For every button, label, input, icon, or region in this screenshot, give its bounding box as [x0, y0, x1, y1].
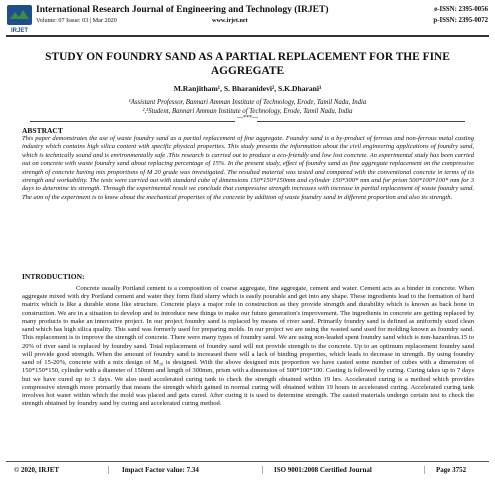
footer-rule: [6, 461, 489, 462]
introduction-paragraph: Concrete usually Portland cement is a composition of coarse aggregate, fine aggregate, cement and water. Cement acts as a binder in concrete. When aggregate mixed with dry Portland cement and water they form fluid slurry which is easily pourable and get into any shape. These ingredients lead to the formation of hard matrix which is like a durable stone like structure. Concrete plays a major role in construction as they provide strength and durability which is known as back bone in construction. We are in a situation to develop and to introduce new things to make our future generation's improvement. The ingredients in concrete are getting replaced by many products to make an innovative project. In our project foundry sand is replaced by means of river sand. Primarily foundry sand is defined as uniformly sized clean sand which has high silica quality. This sand was formerly used for preparing molds. In our project we are using the wasted sand used for molding known as foundry sand. This replacement is to improve the strength of concrete. There were many types of foundry sand. We are using non-leaded spent foundry sand which is non-hazardous.15 to 20% of river sand is replaced by foundry sand. Total replacement of foundry sand will not provide strength to the concrete. Up to an optimum replacement foundry sand will provide good strength. When the amount of foundry sand is increased there will a lack of binding properties, which leads to decrease in strength. By using foundry sand of 15-20%, concrete with a mix design of M₂₀ is designed. With the above designed mix proportion we have casted some number of cubes with a dimension of 150*150*150, cylinder with a diameter of 150mm and length of 300mm, prism with a dimension of 500*100*100. Casting is followed by curing. Curing takes up to 7 days but we have cured up to 3 days. We also used accelerated curing tank to check the strength obtained within 19 hrs. Accelerated curing is a method which provides compressive strength more primarily that means the strength which gained in normal curing will obtained within 19 hours in accelerated curing. Accelerated curing tank involves hot water within which the mold was placed and gets cured. After curing it is used to determine strength. The casted materials undergo certain test to check the strength obtained by foundry sand by curing and accelerated curing method.: [22, 285, 474, 408]
paper-title: [14, 51, 481, 78]
section-separator: [30, 115, 465, 124]
affiliation-1: ¹Assistant Professor, Bannari Amman Institute of Technology, Erode, Tamil Nadu, India: [128, 99, 367, 106]
abstract-text: This paper demonstrates the use of waste foundry sand as a partial replacement of fine aggregate. Foundry sand is a by-product of ferrous and non-ferrous metal casting industry which contains high silica content with specific physical properties. This study presents the information about the civil engineering applications of foundry sand, which is technically sound and is environmentally safe .This research is carried out to produce a eco-friendly and low lost concrete. An experimental study has been carried out on concrete with waste foundry sand about replacing percentage of 15%. In the present study, effect of foundry sand as fine aggregate replacement on the compressive strength of concrete having mix proportions of M 20 grade was investigated. The resulted material was tested and compared with the conventional concrete in terms of its strength and workability. The tests were carried out with standard cube of dimensions 150*150*150mm and cylinder 150*300* mm and for prism 500*100*100* mm for 3 days to determine its strength. Through the experimental result we conclude that compressive strength increases with increase in partial replacement of waste foundry sand. The aim of the experiment is to know about the mechanical properties of the concrete by addition of waste foundry sand in different proportion and also its strength.: [22, 135, 474, 201]
journal-volume: Volume: 07 Issue: 03 | Mar 2020: [36, 17, 117, 24]
paper-title-line-2: AGGREGATE: [210, 64, 285, 77]
separator-stars: ---***---: [237, 115, 258, 121]
separator-rule-right: [257, 121, 465, 122]
separator-rule-left: [30, 121, 235, 122]
affiliation-2: ²,³Student, Bannari Amman Institute of Technology, Erode, Tamil Nadu, India: [142, 108, 353, 115]
footer-iso: ISO 9001:2008 Certified Journal: [274, 466, 372, 474]
footer-page-number: Page 3752: [436, 466, 467, 474]
footer-separator: |: [424, 465, 426, 474]
journal-url[interactable]: www.irjet.net: [212, 17, 248, 24]
footer-separator: |: [262, 465, 264, 474]
footer-separator: |: [108, 465, 110, 474]
journal-title: International Research Journal of Engineering and Technology (IRJET): [36, 5, 329, 15]
introduction-heading: INTRODUCTION:: [22, 272, 85, 281]
paper-title-line-1: STUDY ON FOUNDRY SAND AS A PARTIAL REPLACEMENT FOR THE FINE: [45, 51, 450, 63]
abstract-heading: ABSTRACT: [22, 126, 63, 135]
eissn: e-ISSN: 2395-0056: [434, 6, 488, 13]
footer-impact-factor: Impact Factor value: 7.34: [122, 466, 199, 474]
svg-text:IRJET: IRJET: [10, 28, 29, 34]
irjet-logo: [6, 4, 33, 35]
footer-copyright: © 2020, IRJET: [14, 466, 60, 474]
header-rule: [6, 35, 489, 37]
authors: M.Ranjitham¹, S. Bharanidevi², S.K.Dharani³: [173, 84, 322, 93]
journal-header: [6, 3, 489, 37]
introduction-text: [22, 285, 474, 409]
pissn: p-ISSN: 2395-0072: [433, 17, 488, 24]
